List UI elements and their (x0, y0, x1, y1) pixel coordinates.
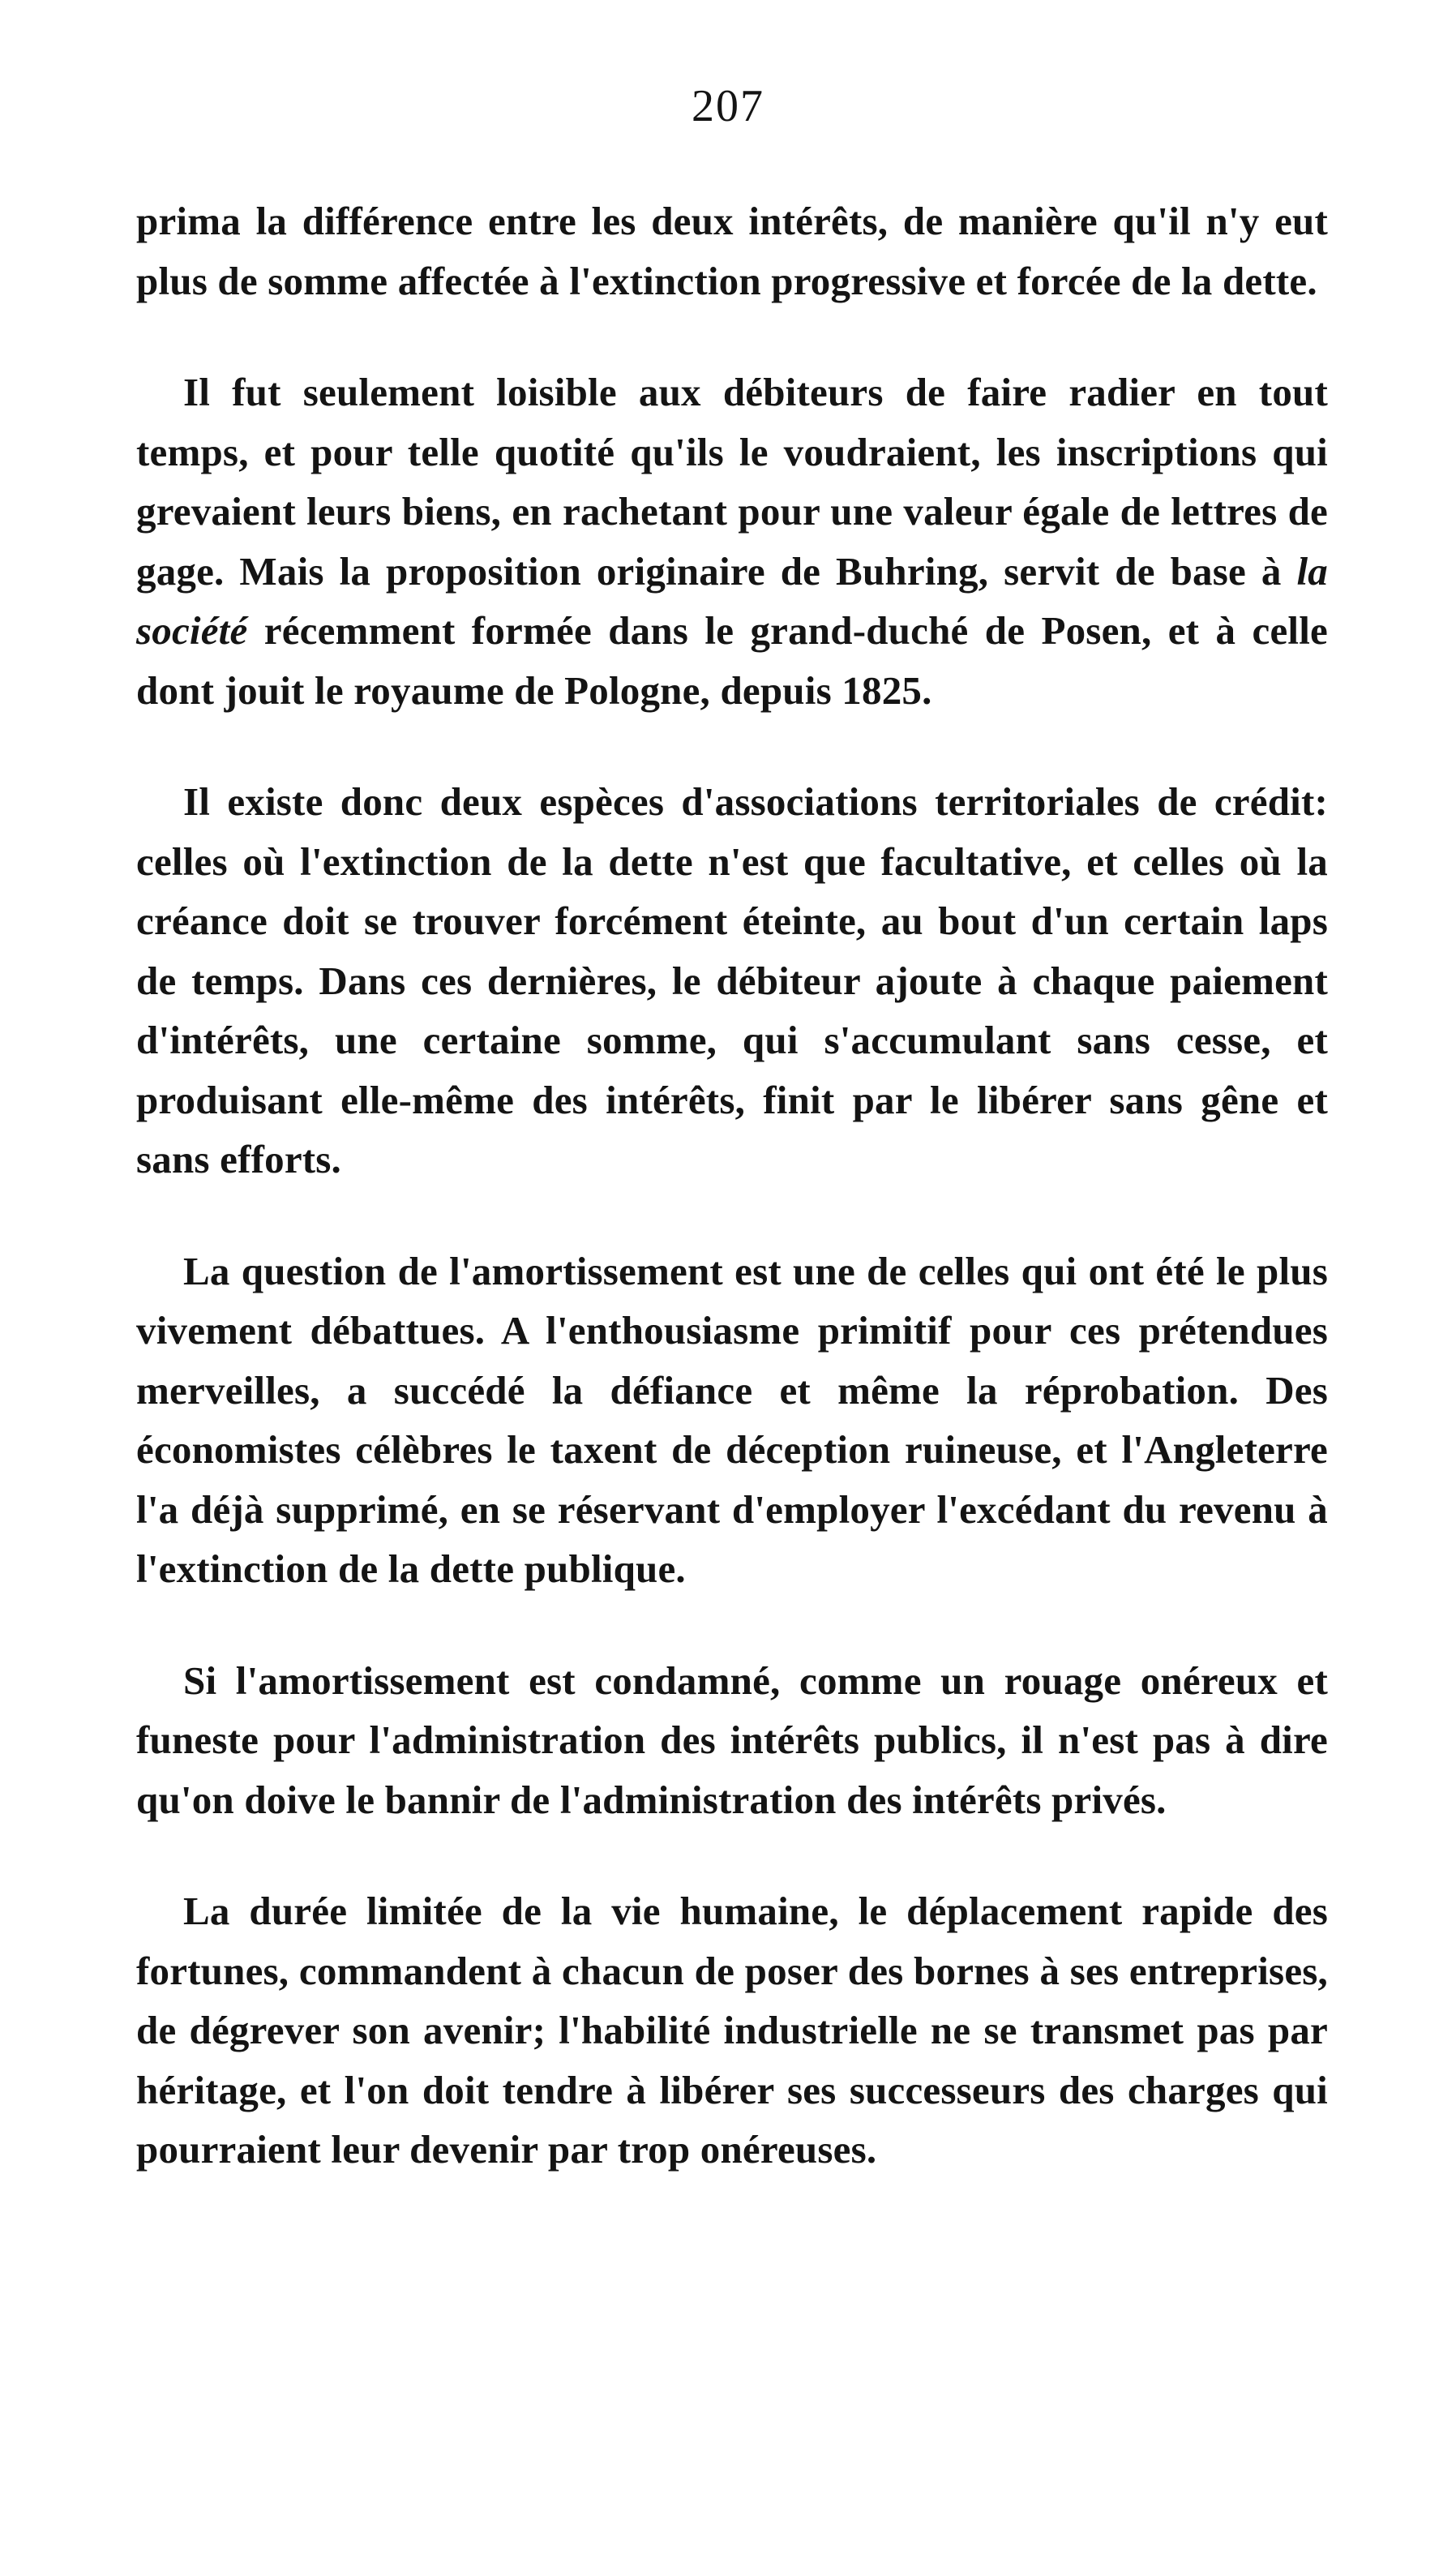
paragraph-text: récemment formée dans le grand-duché de Posen, et à celle dont jouit le royaume de Pologne, depuis 1825. (136, 608, 1328, 713)
body-text (136, 191, 1328, 2232)
italic-term: la société (136, 548, 1328, 653)
paragraph-associations: Il existe donc deux espèces d'associations territoriales de crédit: celles où l'extinction de la dette n'est que facultative, et celles où la créance doit se trouver forcément éteinte, au bout d'un certain laps de temps. Dans ces dernières, le débiteur ajoute à chaque paiement d'intérêts, une certaine somme, qui s'accumulant sans cesse, et produisant elle-même des intérêts, finit par le libérer sans gêne et sans efforts. (136, 779, 1328, 1181)
paragraph-amortissement-question: La question de l'amortissement est une de celles qui ont été le plus vivement débattues. A l'enthousiasme primitif pour ces prétendues merveilles, a succédé la défiance et même la réprobation. Des économistes célèbres le taxent de déception ruineuse, et l'Angleterre l'a déjà supprimé, en se réservant d'employer l'excédant du revenu à l'extinction de la dette publique. (136, 1248, 1328, 1591)
paragraph-continued: prima la différence entre les deux intérêts, de manière qu'il n'y eut plus de somme affectée à l'extinction progressive et forcée de la dette. (136, 199, 1328, 303)
paragraph-text: Il fut seulement loisible aux débiteurs de faire radier en tout temps, et pour telle quotité qu'ils le voudraient, les inscriptions qui grevaient leurs biens, en rachetant pour une valeur égale de lettres de gage. Mais la proposition originaire de Buhring, servit de base à (136, 370, 1328, 594)
paragraph-buhring (136, 362, 1328, 720)
paragraph-amortissement-condamne: Si l'amortissement est condamné, comme un rouage onéreux et funeste pour l'administration des intérêts publics, il n'est pas à dire qu'on doive le bannir de l'administration des intérêts privés. (136, 1657, 1328, 1822)
page-number: 207 (692, 81, 764, 131)
paragraph-duree-limitee: La durée limitée de la vie humaine, le déplacement rapide des fortunes, commandent à chacun de poser des bornes à ses entreprises, de dégrever son avenir; l'habilité industrielle ne se transmet pas par héritage, et l'on doit tendre à libérer ses successeurs des charges qui pourraient leur devenir par trop onéreuses. (136, 1889, 1328, 2172)
